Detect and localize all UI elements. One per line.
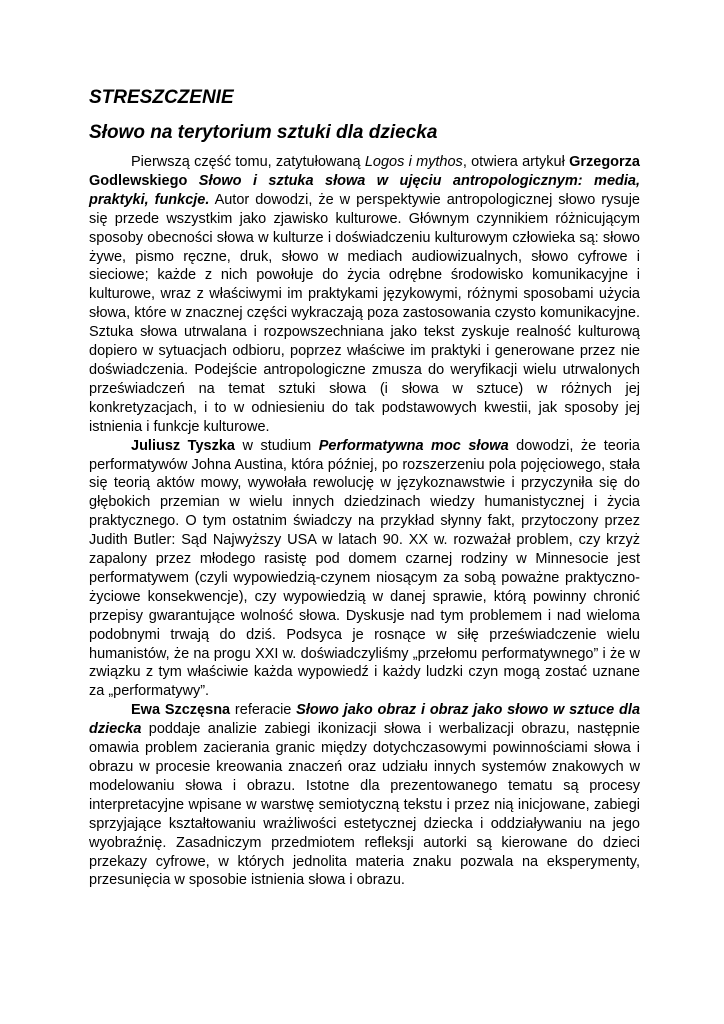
paragraph-text: w studium	[234, 437, 319, 454]
paragraph-text: dowodzi, że teoria performatywów Johna Austina, która później, po rozszerzeniu pola pojęciowego, stała się teorią aktów mowy, wywołała rewolucję w językoznawstwie i przyczyniła się do głębokich przemian w wielu innych dziedzinach wiedzy humanistycznej i życia praktycznego. O tym ostatnim świadczy na przykład słynny fakt, przytoczony przez Judith Butler: Sąd Najwyższy USA w latach 90. XX w. rozważał problem, czy krzyż zapalony przez młodego rasistę pod domem czarnej rodziny w Minnesocie jest performatywem (czyli wypowiedzią-czynem niosącym za sobą poważne praktyczno-życiowe konsekwencje), czy wypowiedzią w danej sprawie, którą powinny chronić przepisy gwarantujące wolność słowa. Dyskusje nad tym problemem i nad wieloma podobnymi trwają do dziś. Podsyca je rosnące w siłę przeświadczenie wielu humanistów, że na progu XXI w. doświadczyliśmy „przełomu performatywnego” i że w związku z tym właściwie każda wypowiedź i każdy ludzki czyn mogą zostać uznane za „performatywy”.	[89, 437, 640, 700]
paragraph-text: referacie	[230, 702, 297, 719]
page-title: STRESZCZENIE	[89, 87, 234, 108]
paragraph-text: , otwiera artykuł	[462, 154, 570, 170]
paragraph-tyszka	[89, 437, 640, 702]
paragraph-text	[187, 173, 198, 189]
paragraph-text: Autor dowodzi, że w perspektywie antropologicznej słowo rysuje się przede wszystkim jako zjawisko kulturowe. Głównym czynnikiem różnicującym sposoby obecności słowa w kulturze i doświadczeniu kulturowym człowieka są: słowo żywe, pismo ręczne, druk, słowo w mediach audiowizualnych, słowo cyfrowe i sieciowe; każde z nich powołuje do życia odrębne środowisko komunikacyjne i kulturowe, wraz z właściwymi im praktykami językowymi, różnymi sposobami użycia słowa, które w znacznej części wykraczają poza zastosowania czysto komunikacyjne. Sztuka słowa utrwalana i rozpowszechniana jako tekst zyskuje realność kulturową dopiero w sytuacjach odbioru, poprzez właściwe im praktyki i generowane przez nie doświadczenia. Podejście antropologiczne zmusza do weryfikacji wielu utrwalonych przeświadczeń na temat sztuki słowa (i słowa w sztuce) w różnych jej konkretyzacjach, i to w odniesieniu do tak podstawowych kwestii, jak sposoby jej istnienia i funkcje kulturowe.	[89, 191, 640, 435]
work-title: Logos i mythos	[364, 154, 463, 170]
paragraph-godlewski	[89, 153, 640, 437]
paragraph-text: poddaje analizie zabiegi ikonizacji słowa i werbalizacji obrazu, następnie omawia problem zacierania granic między dotychczasowymi powinnościami słowa i obrazu w procesie kreowania znaczeń oraz udziału innych systemów znakowych w modelowaniu słowa i obrazu. Istotne dla prezentowanego tematu są procesy interpretacyjne wpisane w warstwę semiotyczną tekstu i przez nią inicjowane, zabiegi sprzyjające kształtowaniu wrażliwości estetycznej dziecka i oddziaływaniu na jego wyobraźnię. Zasadniczym przedmiotem refleksji autorki są kierowane do dzieci przekazy cyfrowe, w których jednolita materia znaku pozwala na eksperymenty, przesunięcia w sposobie istnienia słowa i obrazu.	[89, 721, 640, 889]
author-name: Ewa Szczęsna	[131, 702, 231, 719]
section-subtitle: Słowo na terytorium sztuki dla dziecka	[89, 122, 438, 143]
document-page	[89, 86, 640, 890]
paragraph-szczesna	[89, 701, 640, 890]
article-title: Performatywna moc słowa	[318, 437, 509, 454]
author-name: Grzegorza Godlewskiego	[89, 154, 640, 189]
author-name: Juliusz Tyszka	[131, 437, 235, 454]
article-title: Słowo i sztuka słowa w ujęciu antropologicznym: media, praktyki, funkcje.	[89, 172, 640, 208]
article-title: Słowo jako obraz i obraz jako słowo w sztuce dla dziecka	[89, 702, 641, 738]
paragraph-text: Pierwszą część tomu, zatytułowaną	[131, 154, 365, 170]
